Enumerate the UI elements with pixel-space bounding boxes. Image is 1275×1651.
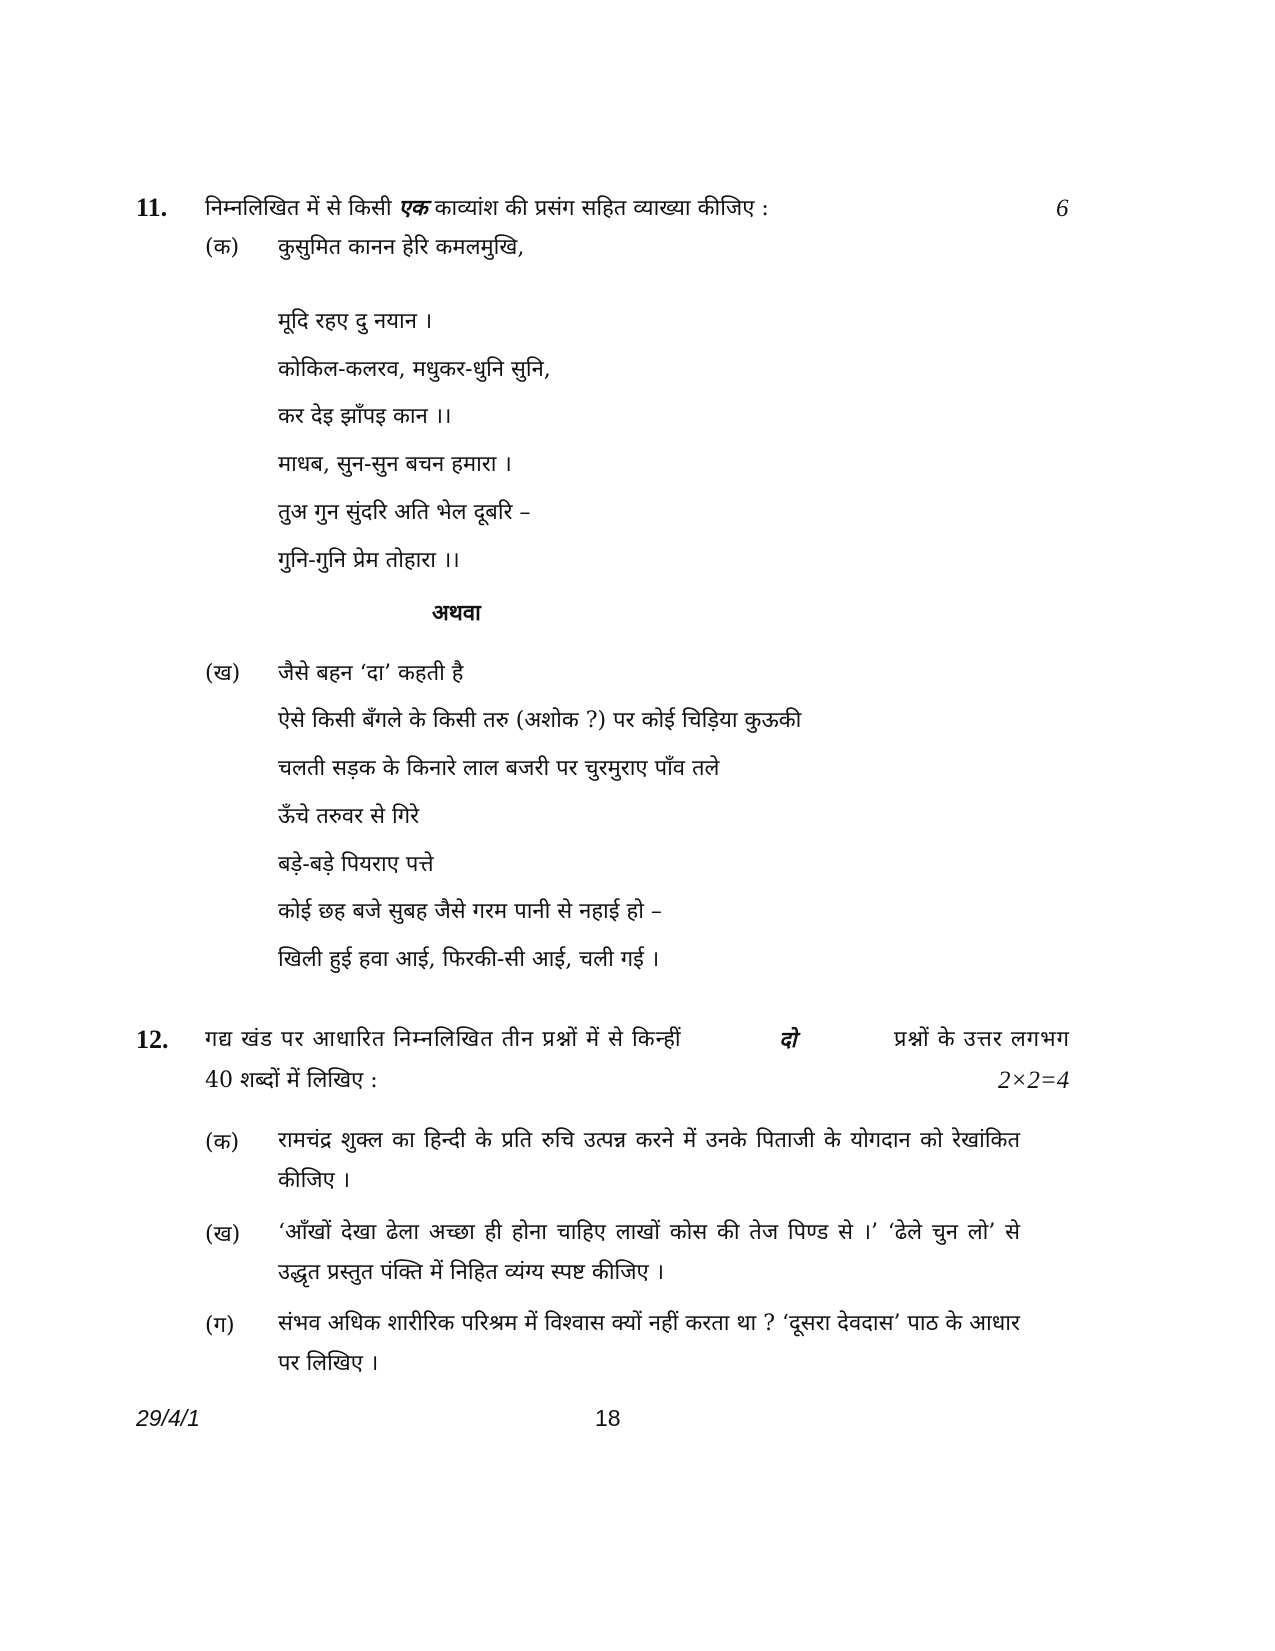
poem-line: ऊँचे तरुवर से गिरे: [278, 804, 420, 829]
q11-part-kha-label: (ख): [205, 661, 241, 686]
poem-line: कोकिल-कलरव, मधुकर-धुनि सुनि,: [278, 357, 551, 382]
poem-line: कोई छह बजे सुबह जैसे गरम पानी से नहाई हो –: [278, 899, 662, 924]
poem-line: कर देइ झाँपइ कान ।।: [278, 404, 452, 429]
poem-line: ऐसे किसी बँगले के किसी तरु (अशोक ?) पर कोई चिड़िया कुऊकी: [278, 708, 802, 733]
q11-instruction-post: काव्यांश की प्रसंग सहित व्याख्या कीजिए :: [434, 196, 769, 221]
q11-instruction-emphasis: एक: [398, 195, 428, 221]
poem-line: खिली हुई हवा आई, फिरकी-सी आई, चली गई ।: [278, 947, 660, 972]
q12-part-kha-text: ‘आँखों देखा ढेला अच्छा ही होना चाहिए लाखों कोस की तेज पिण्ड से ।’ ‘ढेले चुन लो’ से उद्धृत प्रस्तुत पंक्ति में निहित व्यंग्य स्पष्ट कीजिए ।: [278, 1220, 1020, 1285]
question-11-number: 11.: [136, 193, 168, 222]
poem-line: जैसे बहन ‘दा’ कहती है: [278, 661, 464, 686]
q12-part-ga-text: संभव अधिक शारीरिक परिश्रम में विश्वास क्यों नहीं करता था ? ‘दूसरा देवदास’ पाठ के आधार पर लिखिए ।: [278, 1311, 1020, 1376]
q12-part-ka-text: रामचंद्र शुक्ल का हिन्दी के प्रति रुचि उत्पन्न करने में उनके पिताजी के योगदान को रेखांकित कीजिए ।: [278, 1128, 1020, 1193]
q12-instruction-post: प्रश्नों के उत्तर लगभग: [893, 1027, 1070, 1052]
question-12-number: 12.: [136, 1025, 169, 1054]
question-12-instruction-line2: 40 शब्दों में लिखिए :: [205, 1068, 378, 1093]
poem-line: मूदि रहए दु नयान ।: [278, 309, 433, 334]
q12-part-kha-label: (ख): [205, 1222, 241, 1247]
q12-part-ka-label: (क): [205, 1130, 240, 1155]
question-12-marks: 2×2=4: [998, 1067, 1070, 1094]
paper-code: 29/4/1: [136, 1405, 200, 1431]
or-separator: अथवा: [432, 600, 481, 626]
q11-instruction-pre: निम्नलिखित में से किसी: [205, 196, 392, 221]
poem-line: चलती सड़क के किनारे लाल बजरी पर चुरमुराए पाँव तले: [278, 756, 720, 781]
poem-line: माधब, सुन-सुन बचन हमारा ।: [278, 452, 512, 477]
q12-instruction-emphasis: दो: [779, 1027, 797, 1053]
question-12-instruction: [205, 1025, 1070, 1055]
poem-line: बड़े-बड़े पियराए पत्ते: [278, 852, 434, 877]
question-11-marks: 6: [1056, 195, 1069, 222]
page-number: 18: [595, 1405, 621, 1431]
question-11-instruction: [205, 193, 769, 224]
q12-part-ga-label: (ग): [205, 1313, 235, 1338]
q11-part-ka-label: (क): [205, 235, 240, 260]
poem-line: तुअ गुन सुंदरि अति भेल दूबरि –: [278, 500, 531, 525]
poem-line: कुसुमित कानन हेरि कमलमुखि,: [278, 235, 525, 260]
poem-line: गुनि-गुनि प्रेम तोहारा ।।: [278, 548, 460, 573]
q12-instruction-pre: गद्य खंड पर आधारित निम्नलिखित तीन प्रश्नों में से किन्हीं: [205, 1027, 682, 1052]
